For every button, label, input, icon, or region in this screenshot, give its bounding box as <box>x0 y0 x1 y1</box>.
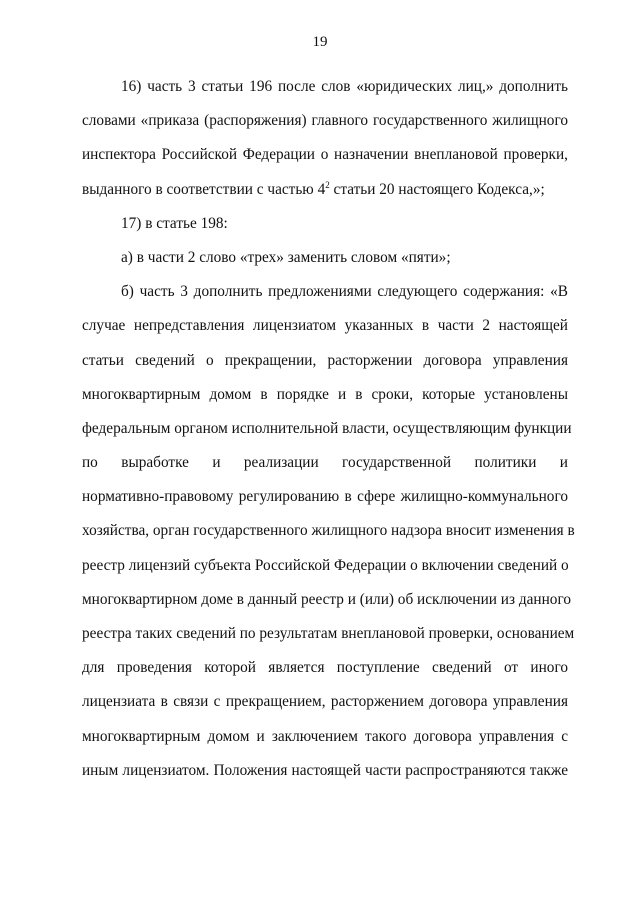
document-body <box>82 70 575 788</box>
text-line: б) часть 3 дополнить предложениями следующего содержания: «В <box>121 283 568 301</box>
text-line: случае непредставления лицензиатом указанных в части 2 настоящей <box>82 317 568 335</box>
text-line: многоквартирным домом в порядке и в сроки, которые установлены <box>82 385 568 403</box>
text-fragment: выданного в соответствии с частью 4 <box>82 180 326 198</box>
text-line: по выработке и реализации государственной политики и <box>82 454 568 472</box>
text-line: иным лицензиатом. Положения настоящей части распространяются также <box>82 761 568 779</box>
text-line: реестр лицензий субъекта Российской Федерации о включении сведений о <box>82 556 569 574</box>
text-line <box>82 173 568 207</box>
text-line: статьи сведений о прекращении, расторжении договора управления <box>82 351 568 369</box>
text-line: многоквартирным домом и заключением такого договора управления с <box>82 727 568 745</box>
text-line: федеральным органом исполнительной власти, осуществляющим функции <box>82 419 572 437</box>
text-line: реестра таких сведений по результатам внеплановой проверки, основанием <box>82 625 575 642</box>
text-line: инспектора Российской Федерации о назначении внеплановой проверки, <box>82 146 568 164</box>
text-line: хозяйства, орган государственного жилищного надзора вносит изменения в <box>82 522 575 540</box>
text-line: нормативно-правовому регулированию в сфере жилищно-коммунального <box>82 488 568 506</box>
text-fragment: статьи 20 настоящего Кодекса,»; <box>329 180 545 198</box>
text-line: словами «приказа (распоряжения) главного государственного жилищного <box>82 112 568 130</box>
superscript: 2 <box>325 179 330 190</box>
text-line: а) в части 2 слово «трех» заменить словом «пяти»; <box>121 248 451 266</box>
text-line: многоквартирном доме в данный реестр и (или) об исключении из данного <box>82 590 571 608</box>
text-line: для проведения которой является поступление сведений от иного <box>82 659 568 677</box>
text-line: 16) часть 3 статьи 196 после слов «юридических лиц,» дополнить <box>121 78 568 95</box>
text-line: лицензиата в связи с прекращением, расторжением договора управления <box>82 693 568 711</box>
text-line: 17) в статье 198: <box>121 214 228 232</box>
page-number: 19 <box>312 34 328 50</box>
